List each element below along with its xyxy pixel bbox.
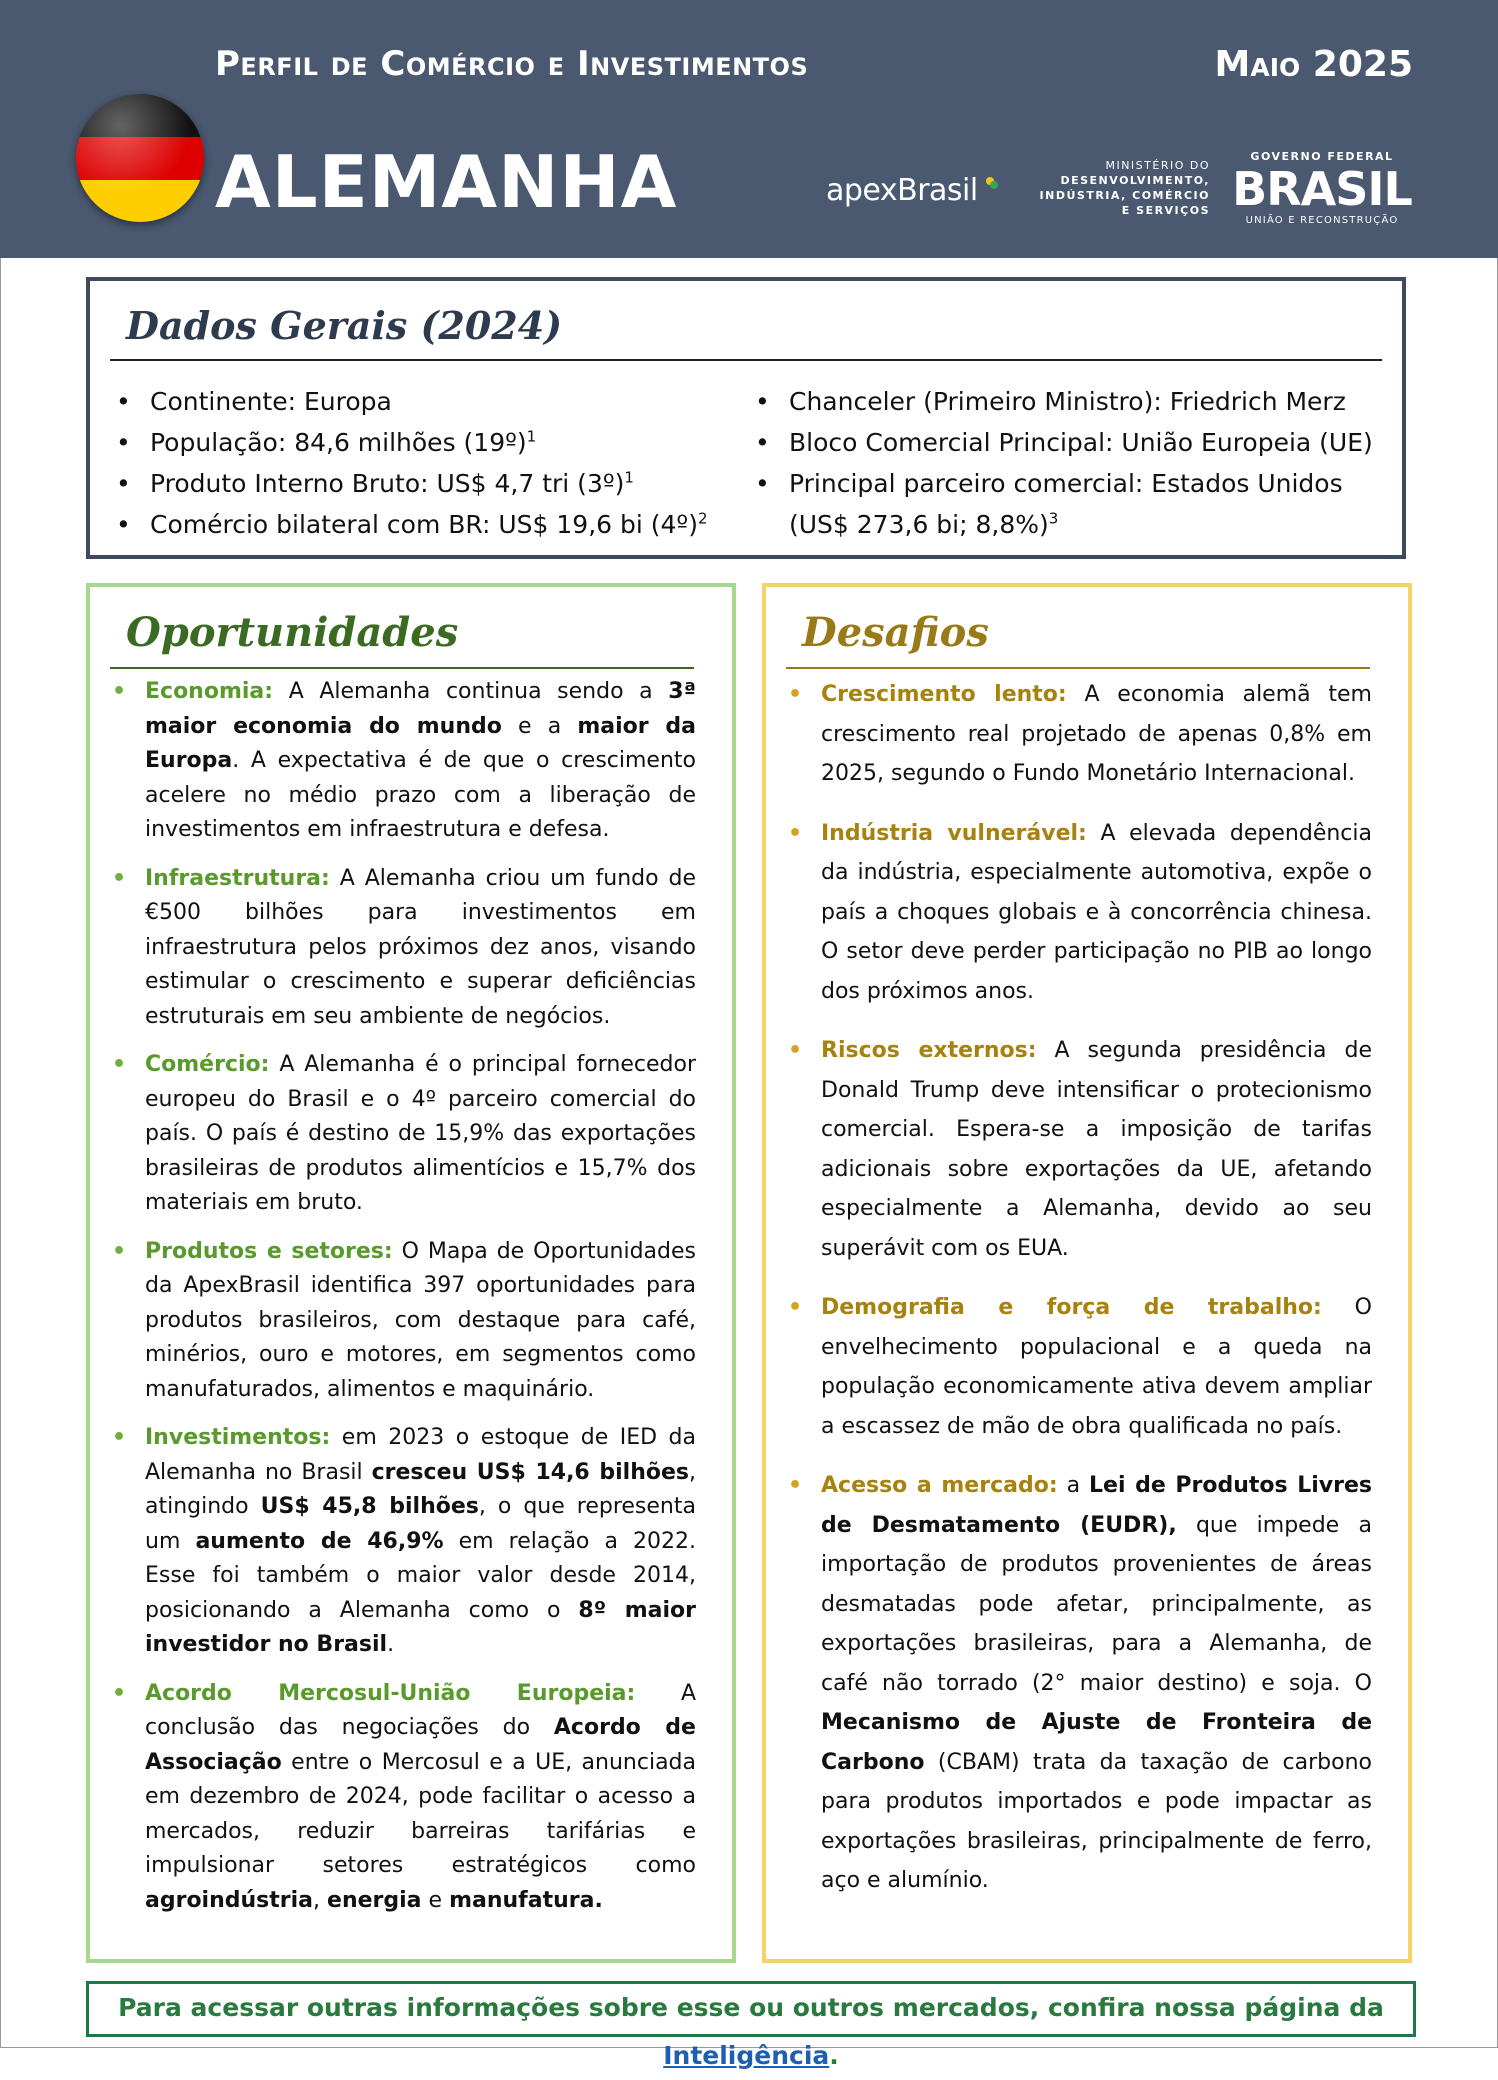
list-item: • Crescimento lento: A economia alemã tem crescimento real projetado de apenas 0,8% em 2025, segundo o Fundo Monetário Internacional. xyxy=(788,675,1372,794)
list-item: • Acesso a mercado: a Lei de Produtos Livres de Desmatamento (EUDR), que impede a importação de produtos provenientes de áreas desmatadas pode afetar, principalmente, as exportações brasileiras, para a Alemanha, de café não torrado (2° maior destino) e soja. O Mecanismo de Ajuste de Fronteira de Carbono (CBAM) trata da taxação de carbono para produtos importados e pode impactar as exportações brasileiras, principalmente de ferro, aço e alumínio. xyxy=(788,1466,1372,1901)
ministry-logo: MINISTÉRIO DO DESENVOLVIMENTO, INDÚSTRIA, COMÉRCIO E SERVIÇOS xyxy=(1039,159,1210,217)
apexbrasil-logo-mark-icon xyxy=(985,176,999,190)
header-date: Maio 2025 xyxy=(1214,44,1413,85)
list-item: • Riscos externos: A segunda presidência de Donald Trump deve intensificar o protecionismo comercial. Espera-se a imposição de tarifas adicionais sobre exportações da UE, afetando especialmente a Alemanha, devido ao seu superávit com os EUA. xyxy=(788,1031,1372,1268)
footer-banner: Para acessar outras informações sobre esse ou outros mercados, confira nossa página da Inteligência. xyxy=(86,1981,1416,2037)
list-item: • Indústria vulnerável: A elevada dependência da indústria, especialmente automotiva, expõe o país a choques globais e à concorrência chinesa. O setor deve perder participação no PIB ao longo dos próximos anos. xyxy=(788,814,1372,1012)
country-name: ALEMANHA xyxy=(215,140,678,224)
list-item: • Bloco Comercial Principal: União Europeia (UE) xyxy=(755,422,1395,463)
dados-gerais-divider xyxy=(110,359,1382,361)
dados-gerais-right-list xyxy=(755,381,1395,545)
dados-gerais-title: Dados Gerais (2024) xyxy=(126,303,563,348)
header-banner xyxy=(0,0,1498,258)
list-item: • Infraestrutura: A Alemanha criou um fundo de €500 bilhões para investimentos em infraestrutura pelos próximos dez anos, visando estimular o crescimento e superar deficiências estruturais em seu ambiente de negócios. xyxy=(112,862,696,1035)
oportunidades-title: Oportunidades xyxy=(126,609,459,656)
list-item: • População: 84,6 milhões (19º)$^1$ xyxy=(116,422,716,463)
list-item: • Comércio bilateral com BR: US$ 19,6 bi (4º)$^2$ xyxy=(116,504,716,545)
list-item: • Investimentos: em 2023 o estoque de IED da Alemanha no Brasil cresceu US$ 14,6 bilhões, atingindo US$ 45,8 bilhões, o que representa um aumento de 46,9% em relação a 2022. Esse foi também o maior valor desde 2014, posicionando a Alemanha como o 8º maior investidor no Brasil. xyxy=(112,1421,696,1663)
list-item: • Principal parceiro comercial: Estados Unidos (US$ 273,6 bi; 8,8%)$^3$ xyxy=(755,463,1395,545)
header-title: Perfil de Comércio e Investimentos xyxy=(215,44,809,84)
governo-federal-logo: GOVERNO FEDERAL BRASIL UNIÃO E RECONSTRUÇÃO xyxy=(1232,150,1412,226)
list-item: • Acordo Mercosul-União Europeia: A conclusão das negociações do Acordo de Associação entre o Mercosul e a UE, anunciada em dezembro de 2024, pode facilitar o acesso a mercados, reduzir barreiras tarifárias e impulsionar setores estratégicos como agroindústria, energia e manufatura. xyxy=(112,1677,696,1919)
desafios-title: Desafios xyxy=(802,609,989,656)
list-item: • Demografia e força de trabalho: O envelhecimento populacional e a queda na população economicamente ativa devem ampliar a escassez de mão de obra qualificada no país. xyxy=(788,1288,1372,1446)
desafios-list xyxy=(788,675,1372,1921)
desafios-panel xyxy=(762,583,1412,1963)
footer-text: Para acessar outras informações sobre esse ou outros mercados, confira nossa página da xyxy=(118,1993,1384,2022)
oportunidades-divider xyxy=(110,667,694,669)
list-item: • Comércio: A Alemanha é o principal fornecedor europeu do Brasil e o 4º parceiro comercial do país. O país é destino de 15,9% das exportações brasileiras de produtos alimentícios e 15,7% dos materiais em bruto. xyxy=(112,1048,696,1221)
germany-flag-icon xyxy=(76,94,204,222)
desafios-divider xyxy=(786,667,1370,669)
dados-gerais-box xyxy=(86,277,1406,559)
list-item: • Continente: Europa xyxy=(116,381,716,422)
list-item: • Economia: A Alemanha continua sendo a 3ª maior economia do mundo e a maior da Europa. A expectativa é de que o crescimento acelere no médio prazo com a liberação de investimentos em infraestrutura e defesa. xyxy=(112,675,696,848)
inteligencia-link[interactable]: Inteligência xyxy=(663,2041,830,2070)
oportunidades-list xyxy=(112,675,696,1932)
list-item: • Produtos e setores: O Mapa de Oportunidades da ApexBrasil identifica 397 oportunidades para produtos brasileiros, com destaque para café, minérios, ouro e motores, em segmentos como manufaturados, alimentos e maquinário. xyxy=(112,1235,696,1408)
list-item: • Chanceler (Primeiro Ministro): Friedrich Merz xyxy=(755,381,1395,422)
apexbrasil-logo: apexBrasil xyxy=(826,173,978,208)
oportunidades-panel xyxy=(86,583,736,1963)
dados-gerais-left-list xyxy=(116,381,716,545)
list-item: • Produto Interno Bruto: US$ 4,7 tri (3º)$^1$ xyxy=(116,463,716,504)
